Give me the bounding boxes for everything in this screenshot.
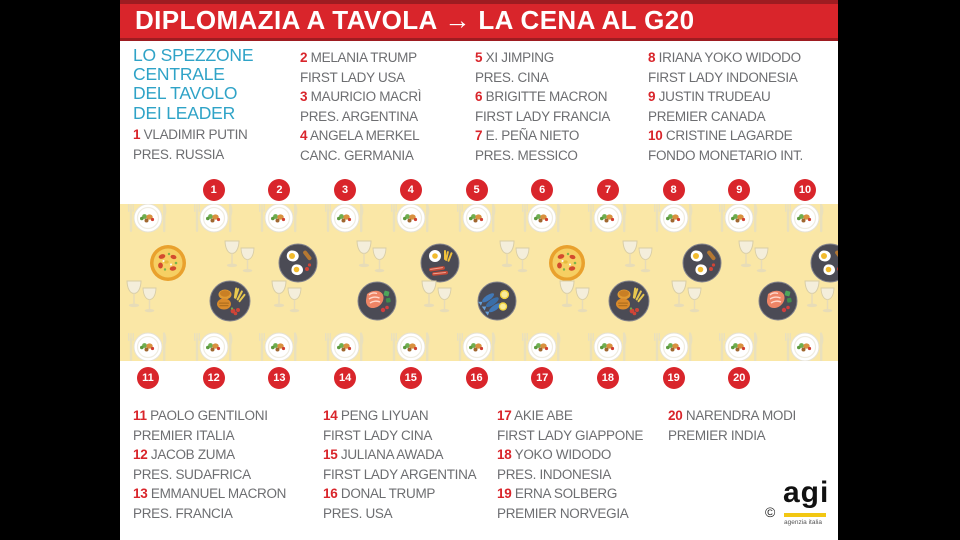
leader-role: PRES. SUDAFRICA [133,466,251,482]
leader-entry [300,126,421,165]
leader-role: PREMIER ITALIA [133,427,235,443]
place-setting-icon [519,204,565,235]
leader-entry [648,48,803,87]
meat-fries-dish [209,280,251,327]
seat-number-label: 1 [133,127,141,142]
dinner-table-band [120,204,838,361]
leader-name-line [497,484,643,504]
meat-fries-dish [608,280,650,327]
place-setting-icon [585,330,631,361]
leader-name-line [323,445,476,465]
logo-tagline: agenzia italia [784,519,822,526]
leader-name-line [475,48,610,68]
seat-number-badge: 8 [663,179,685,201]
seat-number-badge: 11 [137,367,159,389]
seat-number-badge: 7 [597,179,619,201]
seat-number-label: 18 [497,447,512,462]
place-setting-icon [125,204,171,235]
wine-glasses [671,280,703,327]
legend-column [648,48,803,165]
leader-entry [648,87,803,126]
leader-role: PREMIER CANADA [648,108,766,124]
logo-underline [784,513,826,517]
leader-entry [300,87,421,126]
place-setting-icon [191,330,237,361]
seat-number-badge: 14 [334,367,356,389]
fish-dish [477,281,517,326]
seat-number-badge: 18 [597,367,619,389]
leader-name: PENG LIYUAN [340,408,429,423]
legend-column [497,406,643,523]
place-setting-icon [322,330,368,361]
leader-role: FIRST LADY CINA [323,427,433,443]
place-setting-icon [388,330,434,361]
leader-role: PRES. CINA [475,69,549,85]
leader-name: BRIGITTE MACRON [485,89,608,104]
leader-name: E. PEÑA NIETO [485,128,580,143]
leader-name-line [475,87,610,107]
agi-logo-text: agi [783,476,830,509]
leader-role: FIRST LADY ARGENTINA [323,466,477,482]
seat-number-badge: 6 [531,179,553,201]
place-setting-icon [651,330,697,361]
leader-name-line [133,445,286,465]
seat-number-label: 14 [323,408,338,423]
leader-entry [668,406,796,445]
leader-entry [300,48,421,87]
leader-name-line [648,87,803,107]
intro-heading [133,46,253,123]
leader-name-line [300,48,421,68]
wine-glasses [126,280,158,327]
salmon-dish [758,281,798,326]
place-setting-icon [454,204,500,235]
leader-role: PRES. ARGENTINA [300,108,418,124]
legend-column [323,406,476,523]
seat-number-label: 17 [497,408,512,423]
leader-entry [323,406,476,445]
legend-column [300,48,421,165]
intro-line: DEL TAVOLO [133,83,238,104]
leader-name: JACOB ZUMA [150,447,235,462]
leader-entry [497,484,643,523]
seat-number-badge: 20 [728,367,750,389]
leader-role: FIRST LADY FRANCIA [475,108,611,124]
wine-glasses [559,280,591,327]
seat-number-label: 19 [497,486,512,501]
leader-name: IRIANA YOKO WIDODO [658,50,801,65]
leader-name: PAOLO GENTILONI [150,408,268,423]
leader-name-line [497,406,643,426]
legend-column [668,406,796,445]
leader-name-line [323,406,476,426]
leader-name-line [300,126,421,146]
legend-column [475,48,610,165]
leader-entry [133,125,248,164]
leader-name: DONAL TRUMP [340,486,436,501]
leader-role: PRES. RUSSIA [133,146,224,162]
seat-number-badge: 10 [794,179,816,201]
seat-number-label: 13 [133,486,148,501]
leader-entry [475,48,610,87]
place-setting-icon [782,204,828,235]
place-setting-icon [125,330,171,361]
seat-number-label: 5 [475,50,483,65]
place-setting-icon [716,330,762,361]
seat-number-badge: 15 [400,367,422,389]
leader-entry [497,406,643,445]
seat-number-label: 16 [323,486,338,501]
seat-number-label: 15 [323,447,338,462]
seat-number-badge: 16 [466,367,488,389]
leader-entry [323,445,476,484]
wine-glasses [804,280,836,327]
wine-glasses [499,240,531,287]
leader-name: NARENDRA MODI [685,408,796,423]
intro-line: DEI LEADER [133,102,236,123]
leader-name: EMMANUEL MACRON [150,486,287,501]
leader-name-line [133,125,248,145]
seat-number-label: 3 [300,89,308,104]
leader-name: ERNA SOLBERG [514,486,618,501]
leader-name: MELANIA TRUMP [310,50,417,65]
agi-logo [765,476,838,532]
leader-role: PRES. FRANCIA [133,505,233,521]
leader-name-line [133,406,286,426]
place-setting-icon [782,330,828,361]
seat-number-badge: 4 [400,179,422,201]
place-setting-icon [716,204,762,235]
leader-name: JULIANA AWADA [340,447,444,462]
leader-name-line [300,87,421,107]
leader-role: PREMIER NORVEGIA [497,505,629,521]
leader-name: AKIE ABE [514,408,573,423]
place-setting-icon [519,330,565,361]
leader-entry [475,126,610,165]
wine-glasses [271,280,303,327]
leader-entry [497,445,643,484]
leader-role: CANC. GERMANIA [300,147,414,163]
place-setting-icon [256,204,302,235]
leader-name-line [648,126,803,146]
seat-number-label: 20 [668,408,683,423]
legend-column [133,125,248,164]
seat-number-label: 9 [648,89,656,104]
leader-name: YOKO WIDODO [514,447,612,462]
seat-number-label: 12 [133,447,148,462]
leader-name: VLADIMIR PUTIN [143,127,248,142]
leader-role: FONDO MONETARIO INT. [648,147,803,163]
seat-number-badge: 5 [466,179,488,201]
intro-line: LO SPEZZONE [133,45,254,65]
place-setting-icon [256,330,302,361]
seat-number-label: 8 [648,50,656,65]
leader-role: FIRST LADY INDONESIA [648,69,798,85]
leader-name-line [133,484,286,504]
header-bar [120,0,838,41]
leader-name: ANGELA MERKEL [309,128,420,143]
place-setting-icon [191,204,237,235]
leader-role: FIRST LADY USA [300,69,405,85]
seat-number-label: 2 [300,50,308,65]
leader-role: PRES. MESSICO [475,147,578,163]
seat-number-badge: 9 [728,179,750,201]
leader-entry [648,126,803,165]
leader-name: JUSTIN TRUDEAU [658,89,771,104]
leader-name-line [323,484,476,504]
wine-glasses [421,280,453,327]
seat-number-label: 10 [648,128,663,143]
legend-column [133,406,286,523]
leader-role: PREMIER INDIA [668,427,766,443]
seat-number-badge: 19 [663,367,685,389]
content-area [120,0,838,540]
place-setting-icon [322,204,368,235]
seat-number-badge: 3 [334,179,356,201]
leader-role: PRES. INDONESIA [497,466,612,482]
leader-role: FIRST LADY GIAPPONE [497,427,644,443]
leader-entry [323,484,476,523]
seat-number-label: 6 [475,89,483,104]
leader-name-line [648,48,803,68]
place-setting-icon [454,330,500,361]
place-setting-icon [388,204,434,235]
leader-entry [133,484,286,523]
seat-number-badge: 1 [203,179,225,201]
wine-glasses [738,240,770,287]
seat-number-label: 11 [133,408,147,423]
seat-number-label: 4 [300,128,308,143]
place-setting-icon [651,204,697,235]
copyright-mark: © [765,504,776,520]
seat-number-badge: 17 [531,367,553,389]
page-title: DIPLOMAZIA A TAVOLA → LA CENA AL G20 [135,5,695,35]
leader-role: PRES. USA [323,505,393,521]
seat-number-badge: 13 [268,367,290,389]
seat-number-badge: 2 [268,179,290,201]
salmon-dish [357,281,397,326]
leader-name-line [475,126,610,146]
seat-number-badge: 12 [203,367,225,389]
leader-entry [475,87,610,126]
leader-name: CRISTINE LAGARDE [665,128,793,143]
leader-entry [133,445,286,484]
leader-name-line [497,445,643,465]
leader-name: XI JIMPING [485,50,554,65]
leader-name: MAURICIO MACRÌ [310,89,422,104]
seat-number-label: 7 [475,128,483,143]
place-setting-icon [585,204,631,235]
leader-entry [133,406,286,445]
intro-line: CENTRALE [133,64,225,85]
leader-name-line [668,406,796,426]
wine-glasses [356,240,388,287]
